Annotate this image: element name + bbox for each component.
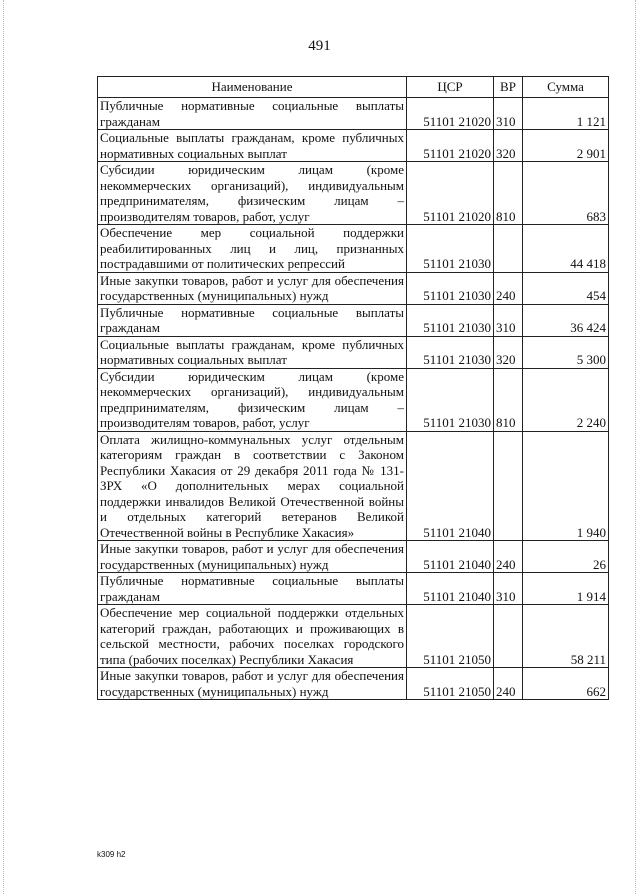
row-vr-cell: 810 (494, 368, 523, 431)
row-name-cell: Оплата жилищно-коммунальных услуг отдельным категориям граждан в соответствии с Законом Республики Хакасия от 29 декабря 2011 года № 131-ЗРХ «О дополнительных мерах социальной поддержки инвалидов Великой Отечественной войны и отдельных категорий ветеранов Великой Отечественной войны в Республике Хакасия» (98, 431, 407, 541)
table-row (98, 130, 609, 162)
row-sum-cell: 662 (523, 668, 609, 700)
row-vr-cell: 310 (494, 98, 523, 130)
row-csr-cell: 51101 21040 (407, 431, 494, 541)
row-sum-cell: 1 940 (523, 431, 609, 541)
row-csr-cell: 51101 21030 (407, 304, 494, 336)
table-row (98, 431, 609, 541)
row-csr-cell: 51101 21030 (407, 336, 494, 368)
row-vr-cell (494, 431, 523, 541)
header-name: Наименование (98, 77, 407, 98)
row-name-cell: Субсидии юридическим лицам (кроме некоммерческих организаций), индивидуальным предпринимателям, физическим лицам – производителям товаров, работ, услуг (98, 162, 407, 225)
row-name-cell: Социальные выплаты гражданам, кроме публичных нормативных социальных выплат (98, 130, 407, 162)
table-row (98, 605, 609, 668)
row-csr-cell: 51101 21020 (407, 98, 494, 130)
header-sum: Сумма (523, 77, 609, 98)
row-sum-cell: 454 (523, 272, 609, 304)
row-vr-cell: 240 (494, 668, 523, 700)
table-row (98, 336, 609, 368)
page-edge-right (635, 0, 636, 894)
row-vr-cell: 310 (494, 304, 523, 336)
table-row (98, 162, 609, 225)
row-vr-cell: 240 (494, 541, 523, 573)
row-sum-cell: 2 901 (523, 130, 609, 162)
row-name-cell: Публичные нормативные социальные выплаты гражданам (98, 98, 407, 130)
row-name-cell: Обеспечение мер социальной поддержки отдельных категорий граждан, работающих и проживающих в сельской местности, рабочих поселках городского типа (рабочих поселках) Республики Хакасия (98, 605, 407, 668)
row-name-cell: Иные закупки товаров, работ и услуг для обеспечения государственных (муниципальных) нужд (98, 668, 407, 700)
table-row (98, 368, 609, 431)
row-vr-cell: 310 (494, 573, 523, 605)
table-body (98, 98, 609, 700)
row-vr-cell: 320 (494, 336, 523, 368)
row-csr-cell: 51101 21020 (407, 130, 494, 162)
row-name-cell: Субсидии юридическим лицам (кроме некоммерческих организаций), индивидуальным предпринимателям, физическим лицам – производителям товаров, работ, услуг (98, 368, 407, 431)
row-sum-cell: 1 121 (523, 98, 609, 130)
table-header-row (98, 77, 609, 98)
budget-table (97, 76, 609, 700)
header-csr: ЦСР (407, 77, 494, 98)
row-sum-cell: 5 300 (523, 336, 609, 368)
row-csr-cell: 51101 21030 (407, 272, 494, 304)
row-csr-cell: 51101 21030 (407, 225, 494, 273)
row-csr-cell: 51101 21050 (407, 668, 494, 700)
row-sum-cell: 26 (523, 541, 609, 573)
row-csr-cell: 51101 21050 (407, 605, 494, 668)
page-edge-left (3, 0, 4, 894)
header-vr: ВР (494, 77, 523, 98)
row-name-cell: Иные закупки товаров, работ и услуг для обеспечения государственных (муниципальных) нужд (98, 272, 407, 304)
row-csr-cell: 51101 21030 (407, 368, 494, 431)
row-sum-cell: 2 240 (523, 368, 609, 431)
row-csr-cell: 51101 21040 (407, 541, 494, 573)
row-vr-cell (494, 605, 523, 668)
row-csr-cell: 51101 21020 (407, 162, 494, 225)
table-row (98, 98, 609, 130)
row-sum-cell: 36 424 (523, 304, 609, 336)
row-vr-cell: 810 (494, 162, 523, 225)
row-vr-cell: 240 (494, 272, 523, 304)
row-sum-cell: 58 211 (523, 605, 609, 668)
row-sum-cell: 1 914 (523, 573, 609, 605)
row-name-cell: Публичные нормативные социальные выплаты гражданам (98, 573, 407, 605)
page-number: 491 (308, 38, 331, 54)
table-row (98, 304, 609, 336)
table-row (98, 668, 609, 700)
row-name-cell: Публичные нормативные социальные выплаты гражданам (98, 304, 407, 336)
row-vr-cell (494, 225, 523, 273)
table-row (98, 541, 609, 573)
row-vr-cell: 320 (494, 130, 523, 162)
row-csr-cell: 51101 21040 (407, 573, 494, 605)
table-row (98, 272, 609, 304)
row-name-cell: Иные закупки товаров, работ и услуг для обеспечения государственных (муниципальных) нужд (98, 541, 407, 573)
table-row (98, 573, 609, 605)
row-name-cell: Обеспечение мер социальной поддержки реабилитированных лиц и лиц, признанных пострадавшими от политических репрессий (98, 225, 407, 273)
row-name-cell: Социальные выплаты гражданам, кроме публичных нормативных социальных выплат (98, 336, 407, 368)
row-sum-cell: 44 418 (523, 225, 609, 273)
table-row (98, 225, 609, 273)
footer-code: k309 h2 (97, 850, 126, 859)
row-sum-cell: 683 (523, 162, 609, 225)
